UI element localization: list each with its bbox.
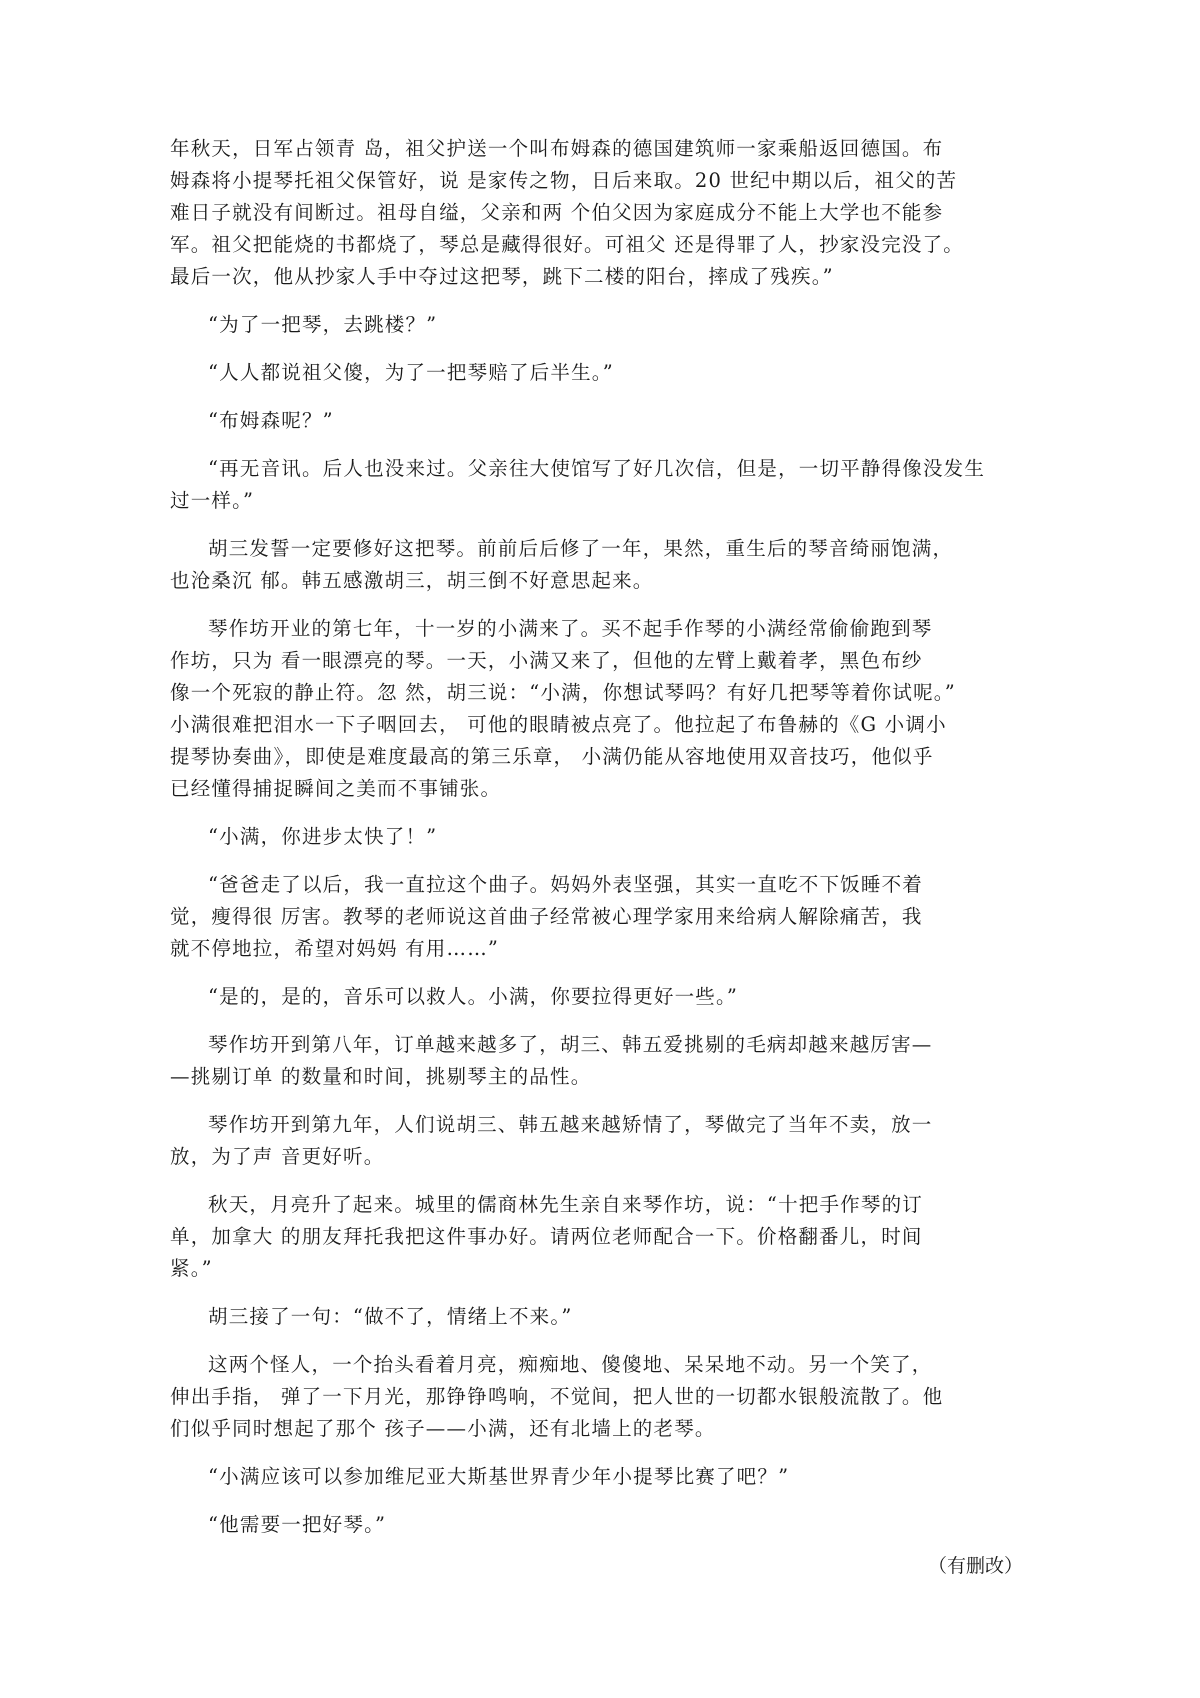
text-line: 提琴协奏曲》，即使是难度最高的第三乐章， 小满仍能从容地使用双音技巧，他似乎 [170,745,934,768]
text-line: 难日子就没有间断过。祖母自缢，父亲和两 个伯父因为家庭成分不能上大学也不能参 [170,201,944,224]
text-line: 也沧桑沉 郁。韩五感激胡三，胡三倒不好意思起来。 [170,569,654,592]
text-line: 这两个怪人，一个抬头看着月亮，痴痴地、傻傻地、呆呆地不动。另一个笑了， [208,1353,933,1376]
text-line: “小满应该可以参加维尼亚大斯基世界青少年小提琴比赛了吧？” [208,1465,790,1488]
text-line: 军。祖父把能烧的书都烧了，琴总是藏得很好。可祖父 还是得罪了人，抄家没完没了。 [170,233,964,256]
text-line: “为了一把琴，去跳楼？” [208,313,438,336]
text-line: 琴作坊开业的第七年，十一岁的小满来了。买不起手作琴的小满经常偷偷跑到琴 [208,617,933,640]
text-line: “他需要一把好琴。” [208,1513,387,1536]
text-line: “再无音讯。后人也没来过。父亲往大使馆写了好几次信，但是，一切平静得像没发生 [208,457,986,480]
text-line: 姆森将小提琴托祖父保管好，说 是家传之物，日后来取。20 世纪中期以后，祖父的苦 [170,169,958,192]
text-line: 觉，瘦得很 厉害。教琴的老师说这首曲子经常被心理学家用来给病人解除痛苦，我 [170,905,923,928]
text-line: 已经懂得捕捉瞬间之美而不事铺张。 [170,777,502,800]
source-note: （有删改） [928,1555,1024,1577]
text-line: 琴作坊开到第九年，人们说胡三、韩五越来越矫情了，琴做完了当年不卖，放一 [208,1113,933,1136]
text-line: 琴作坊开到第八年，订单越来越多了，胡三、韩五爱挑剔的毛病却越来越厉害— [208,1033,933,1056]
text-line: “人人都说祖父傻，为了一把琴赔了后半生。” [208,361,614,384]
text-line: 伸出手指， 弹了一下月光，那铮铮鸣响，不觉间，把人世的一切都水银般流散了。他 [170,1385,944,1408]
text-line: 紧。” [170,1257,213,1280]
text-line: 放，为了声 音更好听。 [170,1145,385,1168]
text-line: 像一个死寂的静止符。忽 然，胡三说：“小满，你想试琴吗？有好几把琴等着你试呢。” [170,681,956,704]
text-line: 单，加拿大 的朋友拜托我把这件事办好。请两位老师配合一下。价格翻番儿，时间 [170,1225,923,1248]
text-line: “布姆森呢？” [208,409,334,432]
text-line: —挑剔订单 的数量和时间，挑剔琴主的品性。 [170,1065,592,1088]
text-line: 年秋天，日军占领青 岛，祖父护送一个叫布姆森的德国建筑师一家乘船返回德国。布 [170,137,944,160]
text-line: 胡三发誓一定要修好这把琴。前前后后修了一年，果然，重生后的琴音绮丽饱满， [208,537,954,560]
text-line: 们似乎同时想起了那个 孩子——小满，还有北墙上的老琴。 [170,1417,716,1440]
text-line: 秋天，月亮升了起来。城里的儒商林先生亲自来琴作坊，说：“十把手作琴的订 [208,1193,923,1216]
text-line: “是的，是的，音乐可以救人。小满，你要拉得更好一些。” [208,985,739,1008]
text-line: 胡三接了一句：“做不了，情绪上不来。” [208,1305,573,1328]
text-line: 过一样。” [170,489,255,512]
text-line: 作坊，只为 看一眼漂亮的琴。一天，小满又来了，但他的左臂上戴着孝，黑色布纱 [170,649,923,672]
text-line: 小满很难把泪水一下子咽回去， 可他的眼睛被点亮了。他拉起了布鲁赫的《G 小调小 [170,713,947,736]
text-line: “小满，你进步太快了！” [208,825,438,848]
text-line: 就不停地拉，希望对妈妈 有用……” [170,937,500,960]
text-line: “爸爸走了以后，我一直拉这个曲子。妈妈外表坚强，其实一直吃不下饭睡不着 [208,873,923,896]
text-line: 最后一次，他从抄家人手中夺过这把琴，跳下二楼的阳台，摔成了残疾。” [170,265,834,288]
